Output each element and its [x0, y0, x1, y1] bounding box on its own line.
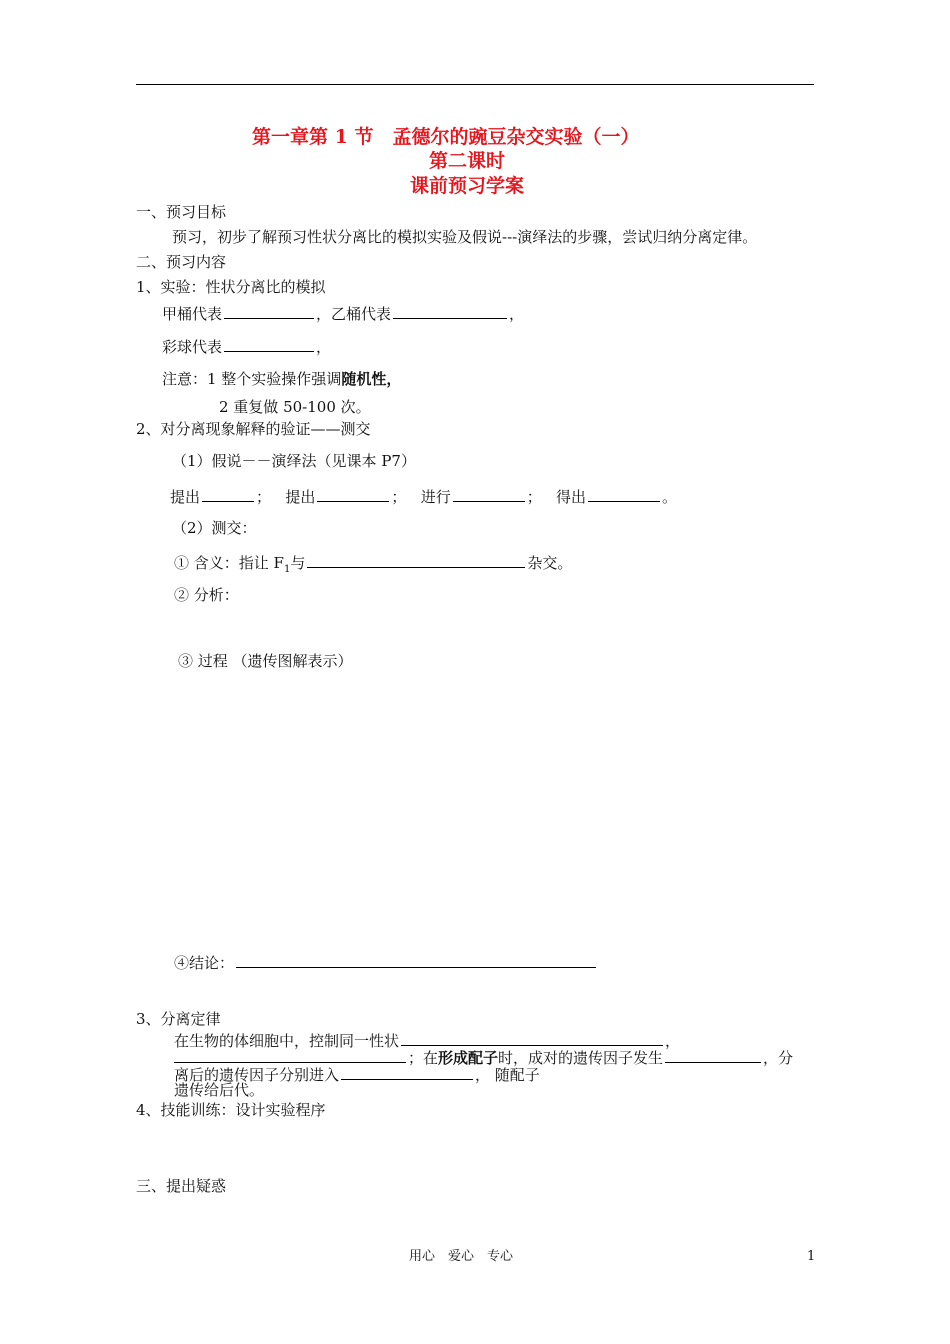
- law-text: 在生物的体细胞中，控制同一性状: [174, 1032, 400, 1050]
- section-3-heading: 三、提出疑惑: [136, 1177, 227, 1195]
- meaning-blank[interactable]: [307, 552, 525, 568]
- law-text: ， 随配子: [475, 1066, 540, 1084]
- section-1-heading: 一、预习目标: [136, 203, 227, 221]
- conclusion-blank[interactable]: [236, 952, 596, 968]
- testcross-heading: （2）测交：: [172, 519, 257, 537]
- punct: ；: [391, 488, 407, 506]
- bucket-jia-label: 甲桶代表: [162, 305, 223, 323]
- process-label: ③ 过程 （遗传图解表示）: [178, 652, 353, 670]
- law-text: ，分: [763, 1049, 794, 1067]
- ball-line: [162, 336, 331, 356]
- hypothesis-deduction: （1）假说－－演绎法（见课本 P7）: [172, 452, 416, 470]
- steps-line: [170, 486, 677, 506]
- bucket-line: [162, 303, 524, 323]
- section-2-heading: 二、预习内容: [136, 253, 227, 271]
- punct: ；: [526, 488, 542, 506]
- law-line-4: 遗传给后代。: [174, 1081, 265, 1099]
- meaning-line: [174, 552, 572, 576]
- note-line-1: [162, 370, 401, 388]
- item-3-heading: 3、分离定律: [136, 1010, 221, 1028]
- bucket-yi-blank[interactable]: [393, 303, 507, 319]
- note-bold: 随机性，: [341, 370, 402, 388]
- note-prefix: 注意：1 整个实验操作强调: [162, 370, 342, 388]
- law-blank-3[interactable]: [665, 1047, 761, 1063]
- meaning-mid: 与: [290, 554, 306, 572]
- law-blank-1[interactable]: [401, 1030, 663, 1046]
- note-line-2: 2 重复做 50-100 次。: [219, 398, 371, 416]
- law-text: 时，成对的遗传因子发生: [498, 1049, 664, 1067]
- step-label: 提出: [170, 488, 201, 506]
- punct: ，: [316, 338, 332, 356]
- punct: 。: [662, 488, 678, 506]
- step-label: 提出: [285, 488, 316, 506]
- law-bold: 形成配子: [438, 1049, 499, 1067]
- meaning-label: ① 含义：指让 F: [174, 554, 284, 572]
- title-line-1: 第一章第 1 节 孟德尔的豌豆杂交实验（一）: [252, 126, 640, 148]
- item-4-heading: 4、技能训练：设计实验程序: [136, 1101, 326, 1119]
- page-number: 1: [807, 1249, 816, 1264]
- ball-label: 彩球代表: [162, 338, 223, 356]
- subscript: 1: [283, 564, 291, 575]
- title-line-3: 课前预习学案: [410, 175, 525, 197]
- footer-motto: 用心 爱心 专心: [409, 1249, 514, 1264]
- bucket-jia-blank[interactable]: [224, 303, 314, 319]
- bucket-yi-label: ，乙桶代表: [316, 305, 392, 323]
- analysis-label: ② 分析：: [174, 586, 239, 604]
- law-text: ；在: [408, 1049, 439, 1067]
- step-blank-4[interactable]: [588, 486, 660, 502]
- step-blank-2[interactable]: [317, 486, 389, 502]
- title-line-2: 第二课时: [429, 150, 506, 172]
- step-label: 进行: [420, 488, 451, 506]
- punct: ，: [509, 305, 525, 323]
- punct: ，: [665, 1032, 681, 1050]
- law-blank-4[interactable]: [341, 1064, 473, 1080]
- conclusion-line: [174, 952, 598, 972]
- section-1-text: 预习，初步了解预习性状分离比的模拟实验及假说---演绎法的步骤，尝试归纳分离定律。: [172, 228, 758, 246]
- law-blank-2[interactable]: [174, 1047, 406, 1063]
- step-blank-1[interactable]: [202, 486, 254, 502]
- step-blank-3[interactable]: [453, 486, 525, 502]
- conclusion-label: ④结论：: [174, 954, 235, 972]
- step-label: 得出: [556, 488, 587, 506]
- item-2-heading: 2、对分离现象解释的验证——测交: [136, 420, 371, 438]
- header-rule: [136, 84, 814, 85]
- ball-blank[interactable]: [224, 336, 314, 352]
- punct: ；: [256, 488, 272, 506]
- law-text: 离后的遗传因子分别进入: [174, 1066, 340, 1084]
- item-1-heading: 1、实验：性状分离比的模拟: [136, 278, 326, 296]
- meaning-end: 杂交。: [527, 554, 573, 572]
